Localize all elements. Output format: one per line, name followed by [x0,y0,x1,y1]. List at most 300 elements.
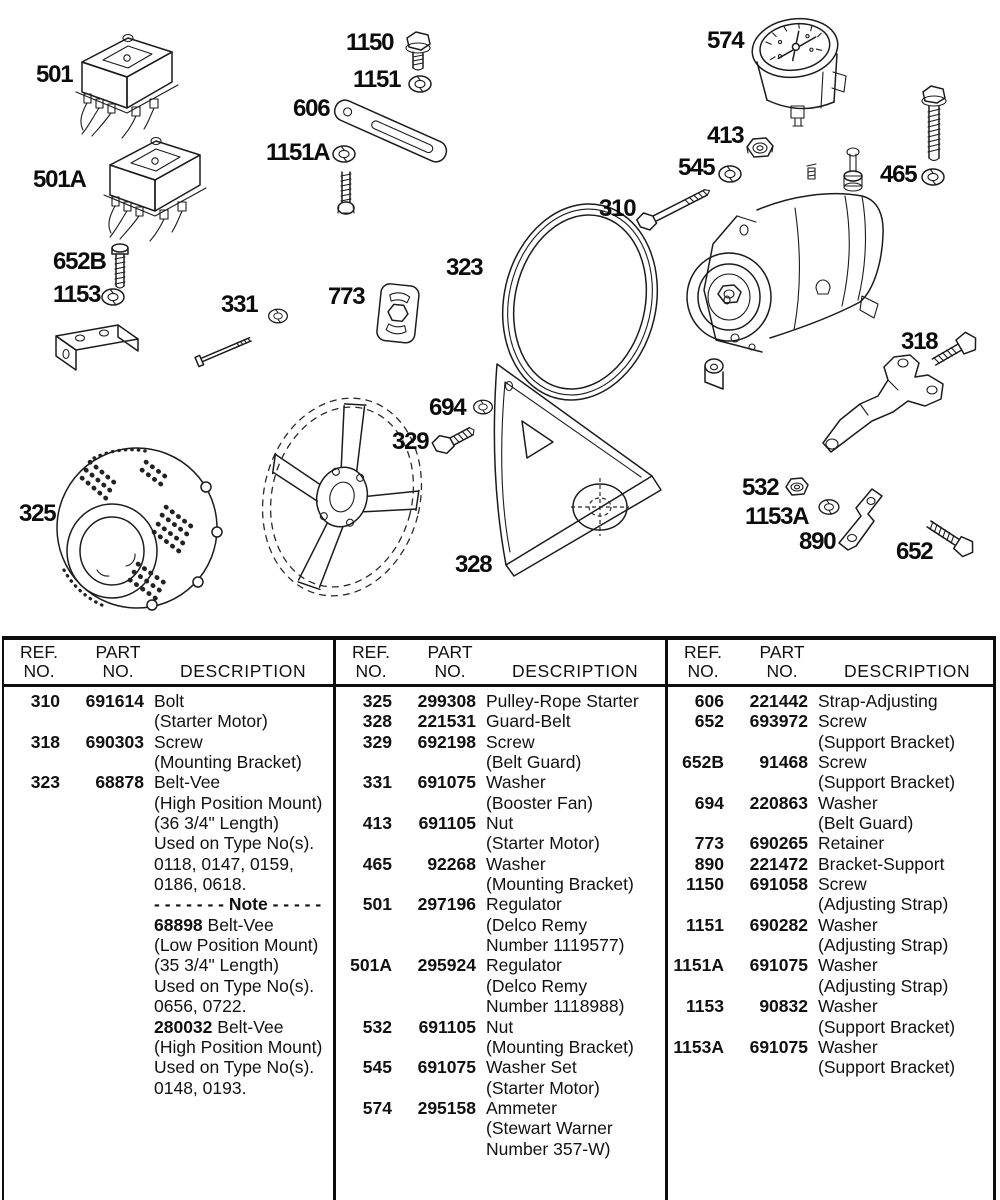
ref-no [668,732,724,752]
ref-no [4,996,60,1016]
screw-329-drawing [431,420,478,457]
description: (Support Bracket) [818,772,956,793]
part-no [60,894,144,914]
part-no: 690282 [749,914,808,935]
description: (Starter Motor) [486,1077,600,1098]
description: Washer [818,792,878,813]
table-body [4,687,333,1098]
description: Bracket-Support [818,853,945,874]
description: (Adjusting Strap) [818,894,949,915]
part-no [724,1017,808,1037]
ref-no [4,955,60,975]
part-no: 220863 [749,792,808,813]
ref-no: 1153 [686,996,724,1017]
part-no [392,976,476,996]
ref-no: 1150 [686,874,724,895]
description: (Belt Guard) [818,813,914,834]
part-no [724,1057,808,1077]
table-row [4,793,333,813]
part-no [392,996,476,1016]
ref-no [336,976,392,996]
description: (High Position Mount) [154,1036,323,1057]
ref-no [4,1017,60,1037]
part-no [724,772,808,792]
part-no [60,1078,144,1098]
description: Used on Type No(s). [154,833,315,854]
ref-no: 545 [362,1057,392,1078]
table-row [4,1017,333,1037]
table-row [336,833,665,853]
ref-no [336,752,392,772]
part-no: 299308 [417,691,476,711]
generator-drawing [687,148,883,352]
description: Belt-Vee [154,772,221,793]
table-row [668,833,993,853]
table-row [4,833,333,853]
description: 0656, 0722. [154,996,247,1017]
ref-no: 318 [30,731,60,752]
description: Screw [818,874,867,895]
part-no [60,854,144,874]
callout-413: 413 [707,122,744,149]
table-row [4,711,333,731]
table-row [668,1037,993,1057]
part-no [392,935,476,955]
washer-1151-drawing [409,76,431,92]
ref-no: 532 [362,1016,392,1037]
table-row [4,976,333,996]
table-row [336,752,665,772]
ammeter-574-drawing [748,13,846,126]
table-row [336,894,665,914]
part-no: 691075 [749,955,808,976]
ref-no: 501A [350,955,392,976]
part-no: 691075 [749,1036,808,1057]
table-row [4,813,333,833]
table-row [668,1017,993,1037]
table-row [336,711,665,731]
table-row [336,1078,665,1098]
ref-no: 694 [694,792,724,813]
belt-guard-328-drawing [494,364,661,576]
part-no [392,915,476,935]
table-row [668,996,993,1016]
callout-606: 606 [293,95,330,122]
ref-no: 501 [362,894,392,915]
table-row [668,752,993,772]
table-row [336,1118,665,1138]
callout-890: 890 [799,528,836,555]
part-no [60,793,144,813]
table-row [668,813,993,833]
table-row [4,752,333,772]
bracket-support-casting-drawing [705,355,943,452]
description: Nut [486,813,514,834]
description: Screw [154,731,203,752]
part-no [724,894,808,914]
pulley-325-drawing [57,448,222,610]
part-no: 221442 [749,691,808,711]
table-header [4,640,333,687]
table-row [4,955,333,975]
description: Bolt [154,691,185,711]
regulator-501-drawing [76,35,178,139]
part-no: 691075 [417,772,476,793]
table-row [668,935,993,955]
description: (36 3/4" Length) [154,813,279,834]
table-row [668,793,993,813]
ref-no: 328 [362,711,392,732]
ref-no [4,752,60,772]
ref-no [4,915,60,935]
screw-331-drawing [195,335,252,367]
table-row [336,1017,665,1037]
ref-no [668,772,724,792]
washer-465-drawing [922,169,944,185]
table-row [668,691,993,711]
table-row [668,955,993,975]
header-description: DESCRIPTION [844,661,971,681]
callout-652B: 652B [53,248,106,275]
ref-no [4,1078,60,1098]
washer-1153-drawing [102,289,124,305]
part-no: 92268 [427,853,476,874]
callout-331: 331 [221,291,258,318]
part-no [60,711,144,731]
table-row [336,935,665,955]
part-no [60,874,144,894]
part-no [392,793,476,813]
ref-no [4,854,60,874]
part-no [60,935,144,955]
part-no [392,833,476,853]
belt-vee-323-drawing [484,188,677,415]
ref-no [4,711,60,731]
description: 280032 Belt-Vee [154,1016,284,1037]
description: (Low Position Mount) [154,935,319,956]
description: - - - - - - - Note - - - - - [154,894,322,915]
part-no [60,1037,144,1057]
header-description: DESCRIPTION [512,661,639,681]
description: Washer [486,853,546,874]
callout-1151A: 1151A [266,139,330,166]
table-row [336,1057,665,1077]
table-header [668,640,993,687]
part-no: 693972 [749,711,808,732]
part-no: 692198 [417,731,476,752]
table-row [668,711,993,731]
description: Washer [818,914,878,935]
callout-545: 545 [678,154,715,181]
parts-table-column-1 [4,640,336,1200]
table-row [336,732,665,752]
callout-574: 574 [707,27,744,54]
part-no [60,813,144,833]
nut-532-drawing [786,478,808,495]
part-no [60,976,144,996]
screw-1150-drawing [406,32,430,70]
part-no [60,996,144,1016]
callout-501A: 501A [33,166,86,193]
part-no [60,833,144,853]
description: Nut [486,1016,514,1037]
description: (Mounting Bracket) [154,752,302,773]
ref-no [336,1078,392,1098]
ref-no [336,833,392,853]
table-row [668,874,993,894]
ref-no [336,1139,392,1159]
table-row [336,691,665,711]
table-row [4,915,333,935]
description: Washer [818,1036,878,1057]
part-no: 295158 [417,1097,476,1118]
ref-no [4,935,60,955]
part-no: 691614 [85,691,144,711]
table-row [4,996,333,1016]
description: (Adjusting Strap) [818,975,949,996]
part-no: 691058 [749,874,808,895]
callout-1153A: 1153A [745,503,809,530]
part-no [392,1139,476,1159]
table-header [336,640,665,687]
description: (35 3/4" Length) [154,955,279,976]
part-no: 691075 [417,1057,476,1078]
washer-545-drawing [719,166,741,182]
ref-no [668,813,724,833]
callout-773: 773 [328,283,365,310]
table-row [668,732,993,752]
callout-310: 310 [599,195,636,222]
table-row [4,854,333,874]
description: Screw [486,731,535,752]
description: Guard-Belt [486,711,571,732]
part-no [60,955,144,975]
description: (Stewart Warner [486,1118,613,1139]
part-no: 91468 [759,752,808,773]
parts-table [2,636,996,1200]
part-no [392,1037,476,1057]
table-row [336,915,665,935]
ref-no [336,1037,392,1057]
part-no [392,752,476,772]
support-bracket-drawing [56,325,138,370]
description: (Adjusting Strap) [818,935,949,956]
description: Regulator [486,955,562,976]
ref-no [4,874,60,894]
ref-no [4,833,60,853]
part-no: 221472 [749,853,808,874]
description: Washer Set [486,1057,577,1078]
table-row [4,935,333,955]
description: (Booster Fan) [486,792,593,813]
table-row [4,874,333,894]
header-part-no: PART NO. [759,642,805,681]
table-row [4,732,333,752]
description: (Starter Motor) [486,833,600,854]
part-no: 90832 [759,996,808,1017]
description: (Support Bracket) [818,731,956,752]
part-no: 221531 [417,711,476,732]
table-row [336,874,665,894]
table-row [336,813,665,833]
description: Number 357-W) [486,1138,611,1159]
ref-no: 310 [30,691,60,711]
callout-1153: 1153 [53,281,101,308]
ref-no [668,935,724,955]
ref-no [668,1057,724,1077]
ref-no [4,1057,60,1077]
ref-no [4,1037,60,1057]
part-no: 297196 [417,894,476,915]
part-no [724,935,808,955]
description: Pulley-Rope Starter [486,691,639,711]
table-row [336,854,665,874]
ref-no: 890 [694,853,724,874]
callout-323: 323 [446,254,483,281]
booster-fan-drawing [242,381,442,613]
ref-no: 1151A [673,955,724,976]
description: 68898 Belt-Vee [154,914,274,935]
ref-no [668,1017,724,1037]
table-row [336,1098,665,1118]
description: (Belt Guard) [486,752,582,773]
callout-652: 652 [896,538,933,565]
ref-no: 1151 [686,914,724,935]
retainer-773-drawing [376,283,420,344]
part-no [392,1118,476,1138]
washer-1151a-drawing [333,146,355,162]
ref-no: 331 [362,772,392,793]
regulator-501a-drawing [104,138,206,242]
description: (Starter Motor) [154,711,268,732]
part-no: 295924 [417,955,476,976]
callout-501: 501 [36,61,73,88]
table-body [336,687,665,1159]
description: 0186, 0618. [154,874,247,895]
table-row [336,955,665,975]
description: Washer [818,996,878,1017]
part-no: 68878 [95,772,144,793]
table-row [4,691,333,711]
table-row [336,1037,665,1057]
table-row [336,976,665,996]
part-no [60,752,144,772]
ref-no [336,793,392,813]
description: (Mounting Bracket) [486,874,634,895]
table-row [336,996,665,1016]
description: 0148, 0193. [154,1077,247,1098]
callout-694: 694 [429,394,466,421]
part-no [724,976,808,996]
part-no: 691105 [418,813,476,834]
ref-no [668,894,724,914]
header-ref-no: REF. NO. [352,642,390,681]
callout-329: 329 [392,428,429,455]
table-body [668,687,993,1078]
ref-no: 329 [362,731,392,752]
callout-1150: 1150 [346,29,394,56]
description: Screw [818,711,867,732]
table-row [336,793,665,813]
table-row [668,894,993,914]
bracket-890-drawing [839,489,882,550]
callout-325: 325 [19,500,56,527]
callout-532: 532 [742,474,779,501]
ref-no [668,976,724,996]
description: (Delco Remy [486,914,588,935]
washer-694-drawing [474,400,493,414]
table-row [668,1057,993,1077]
description: Strap-Adjusting [818,691,938,711]
description: 0118, 0147, 0159, [154,853,294,874]
description: Ammeter [486,1097,557,1118]
table-row [336,772,665,792]
ref-no: 413 [362,813,392,834]
part-no [724,813,808,833]
description: Washer [486,772,546,793]
ref-no: 465 [362,853,392,874]
description: Screw [818,752,867,773]
ref-no: 1153A [673,1036,724,1057]
ref-no [4,976,60,996]
part-no: 691105 [418,1016,476,1037]
description: Used on Type No(s). [154,975,315,996]
part-no [60,1057,144,1077]
table-row [4,772,333,792]
ref-no [336,1118,392,1138]
table-row [668,976,993,996]
ref-no [336,915,392,935]
description: (High Position Mount) [154,792,323,813]
ref-no: 323 [30,772,60,793]
callout-1151: 1151 [353,66,401,93]
washer-331-drawing [269,309,288,323]
ref-no: 325 [362,691,392,711]
description: Retainer [818,833,885,854]
screw-652b-drawing [112,244,128,288]
description: (Support Bracket) [818,1016,956,1037]
part-no [60,915,144,935]
ref-no: 606 [694,691,724,711]
screw-465-area-drawing [922,86,946,161]
ref-no: 574 [362,1097,392,1118]
screw-adjusting-strap-drawing [338,172,354,214]
table-row [668,854,993,874]
bolt-310-drawing [635,182,713,233]
parts-table-column-2 [336,640,668,1200]
description: Washer [818,955,878,976]
ref-no [336,935,392,955]
nut-413-drawing [747,138,773,157]
washer-1153a-drawing [819,500,839,514]
callout-328: 328 [455,551,492,578]
ref-no: 773 [694,833,724,854]
part-no [392,874,476,894]
table-row [4,1078,333,1098]
table-row [4,1037,333,1057]
part-no [60,1017,144,1037]
ref-no [336,996,392,1016]
part-no: 690303 [85,731,144,752]
part-no: 690265 [749,833,808,854]
description: (Mounting Bracket) [486,1036,634,1057]
part-no [392,1078,476,1098]
header-ref-no: REF. NO. [684,642,722,681]
table-row [668,915,993,935]
ref-no [4,813,60,833]
header-part-no: PART NO. [427,642,473,681]
description: Number 1118988) [486,996,625,1017]
